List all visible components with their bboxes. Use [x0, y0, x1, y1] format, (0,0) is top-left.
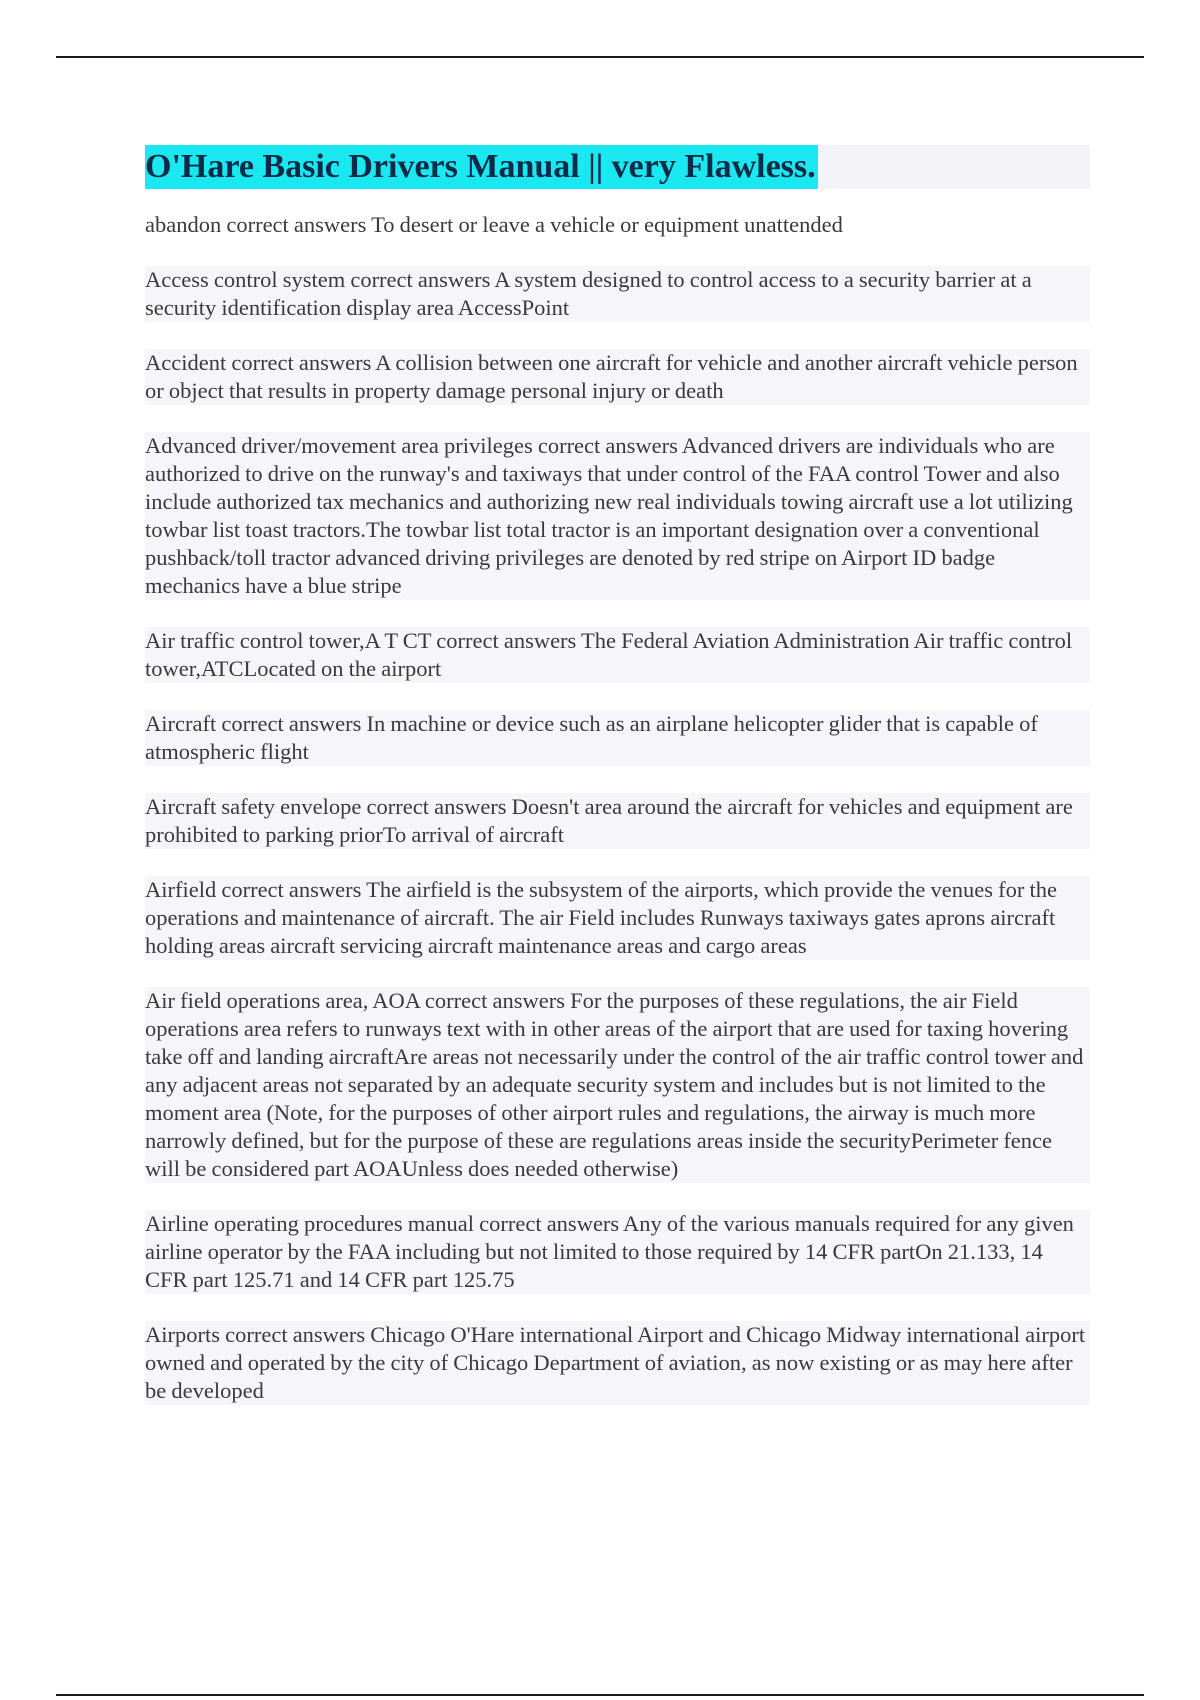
glossary-entry: Airfield correct answers The airfield is the subsystem of the airports, which provide the venues for the operations and maintenance of aircraft. The air Field includes Runways taxiways gates aprons aircraft holding areas aircraft servicing aircraft maintenance areas and cargo areas	[145, 876, 1090, 960]
title-row	[145, 145, 1090, 189]
bottom-rule	[56, 1694, 1144, 1696]
glossary-entry: Aircraft correct answers In machine or device such as an airplane helicopter glider that is capable of atmospheric flight	[145, 710, 1090, 766]
document-title: O'Hare Basic Drivers Manual || very Flawless.	[145, 145, 818, 189]
glossary-entry: Advanced driver/movement area privileges correct answers Advanced drivers are individuals who are authorized to drive on the runway's and taxiways that under control of the FAA control Tower and also include authorized tax mechanics and authorizing new real individuals towing aircraft use a lot utilizing towbar list toast tractors.The towbar list total tractor is an important designation over a conventional pushback/toll tractor advanced driving privileges are denoted by red stripe on Airport ID badge mechanics have a blue stripe	[145, 432, 1090, 600]
glossary-entry: Access control system correct answers A system designed to control access to a security barrier at a security identification display area AccessPoint	[145, 266, 1090, 322]
top-rule	[56, 56, 1144, 58]
glossary-entry: Air field operations area, AOA correct answers For the purposes of these regulations, the air Field operations area refers to runways text with in other areas of the airport that are used for taxing hovering take off and landing aircraftAre areas not necessarily under the control of the air traffic control tower and any adjacent areas not separated by an adequate security system and includes but is not limited to the moment area (Note, for the purposes of other airport rules and regulations, the airway is much more narrowly defined, but for the purpose of these are regulations areas inside the securityPerimeter fence will be considered part AOAUnless does needed otherwise)	[145, 987, 1090, 1183]
glossary-entry: Aircraft safety envelope correct answers Doesn't area around the aircraft for vehicles and equipment are prohibited to parking priorTo arrival of aircraft	[145, 793, 1090, 849]
glossary-entry: Accident correct answers A collision between one aircraft for vehicle and another aircraft vehicle person or object that results in property damage personal injury or death	[145, 349, 1090, 405]
document-body	[145, 145, 1090, 1432]
glossary-entry: Air traffic control tower,A T CT correct answers The Federal Aviation Administration Air traffic control tower,ATCLocated on the airport	[145, 627, 1090, 683]
glossary-entry: Airline operating procedures manual correct answers Any of the various manuals required for any given airline operator by the FAA including but not limited to those required by 14 CFR partOn 21.133, 14 CFR part 125.71 and 14 CFR part 125.75	[145, 1210, 1090, 1294]
glossary-entry: Airports correct answers Chicago O'Hare international Airport and Chicago Midway international airport owned and operated by the city of Chicago Department of aviation, as now existing or as may here after be developed	[145, 1321, 1090, 1405]
glossary-entry: abandon correct answers To desert or leave a vehicle or equipment unattended	[145, 212, 843, 237]
